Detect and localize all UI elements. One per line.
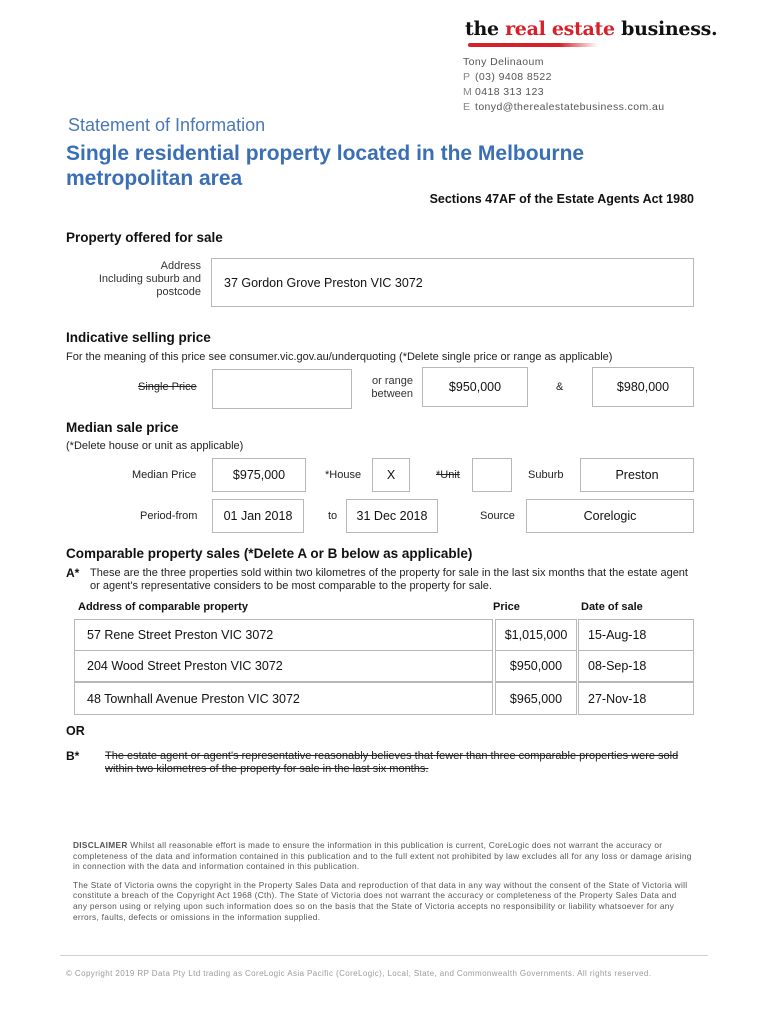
comparable-price-3[interactable]: $965,000 bbox=[495, 682, 577, 715]
logo-swoosh bbox=[468, 43, 598, 47]
col-date-header: Date of sale bbox=[581, 601, 643, 613]
or-label: OR bbox=[66, 724, 85, 738]
source-label: Source bbox=[480, 510, 515, 522]
single-price-field[interactable] bbox=[212, 369, 352, 409]
comparable-address-1[interactable]: 57 Rene Street Preston VIC 3072 bbox=[74, 619, 493, 651]
option-b-label: B* bbox=[66, 749, 80, 763]
option-b-text: The estate agent or agent's representative reasonably believes that fewer than three comparable properties were sold within two kilometres of the property for sale in the last six months. bbox=[105, 750, 679, 775]
indicative-note: For the meaning of this price see consumer.vic.gov.au/underquoting (*Delete single price or range as applicable) bbox=[66, 351, 613, 363]
option-a-label: A* bbox=[66, 566, 80, 580]
agent-mobile: M 0418 313 123 bbox=[463, 86, 545, 98]
median-price-label: Median Price bbox=[132, 469, 197, 481]
logo-text-the: the bbox=[465, 18, 506, 40]
period-to-field[interactable]: 31 Dec 2018 bbox=[346, 499, 438, 533]
period-from-label: Period-from bbox=[140, 510, 198, 522]
agent-phone: P (03) 9408 8522 bbox=[463, 71, 552, 83]
suburb-field[interactable]: Preston bbox=[580, 458, 694, 492]
col-price-header: Price bbox=[493, 601, 520, 613]
median-note: (*Delete house or unit as applicable) bbox=[66, 440, 244, 452]
agent-contact bbox=[463, 55, 664, 115]
logo-text-business: business. bbox=[614, 18, 718, 40]
copyright-footer: © Copyright 2019 RP Data Pty Ltd trading as CoreLogic Asia Pacific (CoreLogic), Local, State, and Commonwealth Governments. All rights reserved. bbox=[66, 969, 652, 978]
act-reference: Sections 47AF of the Estate Agents Act 1980 bbox=[429, 192, 694, 206]
median-heading: Median sale price bbox=[66, 420, 179, 435]
option-a-text: These are the three properties sold within two kilometres of the property for sale in the last six months that the estate agent or agent's representative considers to be most comparable to the property for sale. bbox=[90, 567, 688, 592]
comparable-address-2[interactable]: 204 Wood Street Preston VIC 3072 bbox=[74, 650, 493, 682]
comparable-date-2[interactable]: 08-Sep-18 bbox=[578, 650, 694, 682]
single-price-label: Single Price bbox=[138, 381, 197, 393]
comparable-address-3[interactable]: 48 Townhall Avenue Preston VIC 3072 bbox=[74, 682, 493, 715]
range-high-field[interactable]: $980,000 bbox=[592, 367, 694, 407]
comparable-heading: Comparable property sales (*Delete A or B below as applicable) bbox=[66, 546, 473, 561]
period-from-field[interactable]: 01 Jan 2018 bbox=[212, 499, 304, 533]
col-address-header: Address of comparable property bbox=[78, 601, 248, 613]
page-title: Single residential property located in the Melbourne metropolitan area bbox=[66, 142, 585, 190]
comparable-date-3[interactable]: 27-Nov-18 bbox=[578, 682, 694, 715]
range-ampersand: & bbox=[556, 381, 564, 393]
range-label: or range between bbox=[371, 375, 413, 400]
comparable-date-1[interactable]: 15-Aug-18 bbox=[578, 619, 694, 651]
address-label: Address Including suburb and postcode bbox=[98, 260, 201, 298]
agent-name: Tony Delinaoum bbox=[463, 56, 544, 68]
median-price-field[interactable]: $975,000 bbox=[212, 458, 306, 492]
indicative-heading: Indicative selling price bbox=[66, 330, 211, 345]
period-to-label: to bbox=[328, 510, 338, 522]
statement-heading: Statement of Information bbox=[68, 115, 266, 135]
comparable-price-2[interactable]: $950,000 bbox=[495, 650, 577, 682]
disclaimer bbox=[73, 840, 693, 930]
agent-email: E tonyd@therealestatebusiness.com.au bbox=[463, 101, 665, 113]
unit-checkbox[interactable] bbox=[472, 458, 512, 492]
disclaimer-paragraph-1: DISCLAIMER Whilst all reasonable effort is made to ensure the information in this publication is current, CoreLogic does not warrant the accuracy or completeness of the data and information contained in this publication and to the full extent not prohibited by law excludes all for any loss or damage arising in connection with the data and information contained in this publication. bbox=[73, 840, 692, 872]
house-checkbox[interactable]: X bbox=[372, 458, 410, 492]
footer-divider bbox=[60, 955, 708, 956]
logo-text-real-estate: real estate bbox=[505, 18, 615, 40]
company-logo bbox=[465, 18, 717, 40]
comparable-price-1[interactable]: $1,015,000 bbox=[495, 619, 577, 651]
range-low-field[interactable]: $950,000 bbox=[422, 367, 528, 407]
property-heading: Property offered for sale bbox=[66, 230, 223, 245]
house-label: *House bbox=[325, 469, 362, 481]
disclaimer-paragraph-2: The State of Victoria owns the copyright in the Property Sales Data and reproduction of that data in any way without the consent of the State of Victoria will constitute a breach of the Copyright Act 1968 (Cth). The State of Victoria does not warrant the accuracy or completeness of the Property Sales Data and any person using or relying upon such information does so on the basis that the State of Victoria accepts no responsibility or liability whatsoever for any errors, faults, defects or omissions in the information supplied. bbox=[73, 879, 688, 922]
source-field[interactable]: Corelogic bbox=[526, 499, 694, 533]
suburb-label: Suburb bbox=[528, 469, 564, 481]
unit-label: *Unit bbox=[436, 469, 460, 481]
address-field[interactable]: 37 Gordon Grove Preston VIC 3072 bbox=[211, 258, 694, 307]
